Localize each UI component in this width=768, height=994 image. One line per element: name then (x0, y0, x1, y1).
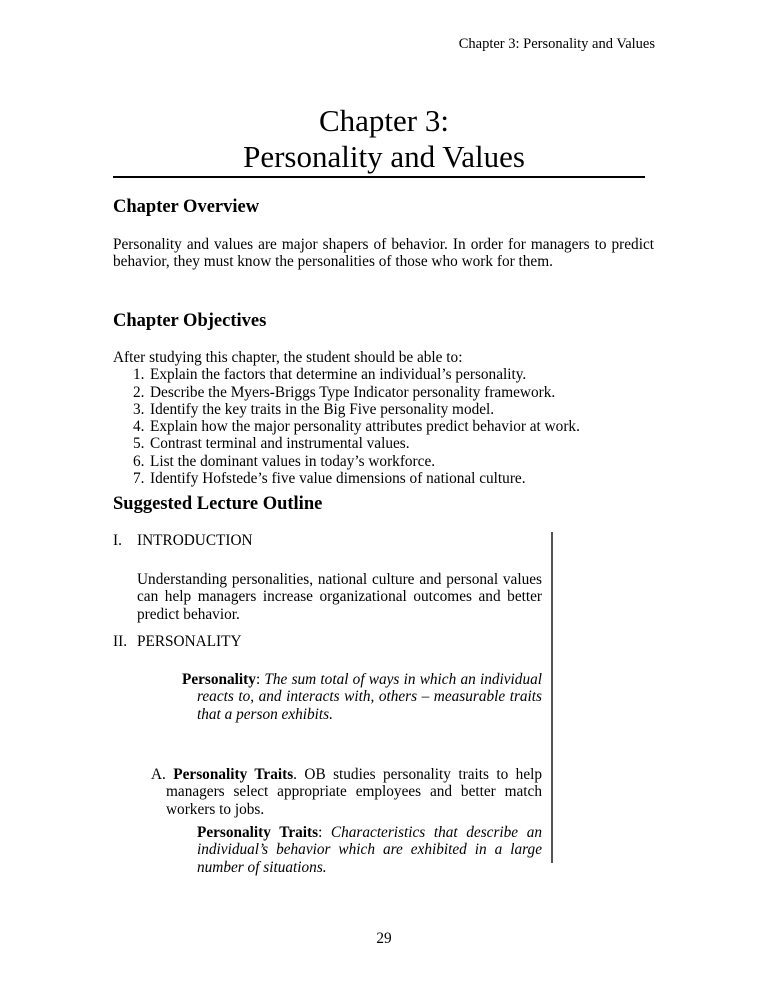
item-number: 2. (133, 383, 145, 401)
title-rule (113, 176, 645, 178)
item-number: 6. (133, 452, 145, 470)
title-line-2: Personality and Values (243, 139, 525, 174)
outline-heading: Suggested Lecture Outline (113, 494, 323, 514)
definition-text: The sum total of ways in which an individual reacts to, and interacts with, others – measurable traits that a person exhibits. (197, 671, 542, 723)
chapter-title (0, 103, 768, 175)
subsection-number: A. (151, 766, 166, 783)
item-number: 4. (133, 418, 145, 436)
margin-change-bar (551, 532, 553, 863)
item-number: 3. (133, 400, 145, 418)
section-number: II. (113, 633, 128, 650)
item-number: 7. (133, 470, 145, 488)
title-line-1: Chapter 3: (319, 103, 449, 138)
running-header: Chapter 3: Personality and Values (458, 36, 655, 52)
item-text: Contrast terminal and instrumental values. (150, 435, 410, 453)
definition-term: Personality Traits (197, 824, 319, 841)
item-text: List the dominant values in today’s workforce. (150, 452, 436, 470)
overview-text: Personality and values are major shapers of behavior. In order for managers to predict behavior, they must know the personalities of those who work for them. (113, 236, 654, 271)
overview-heading: Chapter Overview (113, 197, 260, 217)
item-text: Explain the factors that determine an individual’s personality. (150, 366, 527, 384)
personality-definition: Personality: The sum total of ways in which an individual reacts to, and interacts with, others – measurable traits that a person exhibits. (182, 671, 542, 723)
item-text: Explain how the major personality attributes predict behavior at work. (150, 418, 580, 436)
objectives-heading: Chapter Objectives (113, 311, 267, 331)
subsection-term: Personality Traits (173, 766, 294, 783)
objective-item (113, 435, 654, 452)
item-number: 1. (133, 366, 145, 384)
objective-item (113, 366, 654, 383)
objective-item (113, 470, 654, 487)
subsection-a (137, 766, 542, 818)
item-number: 5. (133, 435, 145, 453)
section-title: PERSONALITY (137, 633, 242, 650)
item-text: Describe the Myers-Briggs Type Indicator personality framework. (150, 383, 556, 401)
section-1-heading (113, 532, 253, 549)
objectives-intro: After studying this chapter, the student should be able to: (113, 349, 463, 366)
section-number: I. (113, 532, 122, 549)
objectives-list (113, 349, 654, 487)
section-2-heading (113, 633, 242, 650)
page-number: 29 (376, 930, 392, 947)
objective-item (113, 453, 654, 470)
definition-term: Personality (182, 671, 256, 688)
subsection-text: . OB studies personality traits to help managers select appropriate employees and better match workers to jobs. (166, 766, 543, 818)
item-text: Identify the key traits in the Big Five personality model. (150, 400, 495, 418)
objective-item (113, 418, 654, 435)
section-title: INTRODUCTION (137, 532, 253, 549)
item-text: Identify Hofstede’s five value dimensions of national culture. (150, 470, 526, 488)
definition-text: Characteristics that describe an individual’s behavior which are exhibited in a large number of situations. (197, 824, 542, 876)
personality-traits-definition: Personality Traits: Characteristics that describe an individual’s behavior which are exhibited in a large number of situations. (197, 824, 542, 876)
section-1-text: Understanding personalities, national culture and personal values can help managers increase organizational outcomes and better predict behavior. (137, 571, 542, 623)
objective-item (113, 401, 654, 418)
objective-item (113, 384, 654, 401)
